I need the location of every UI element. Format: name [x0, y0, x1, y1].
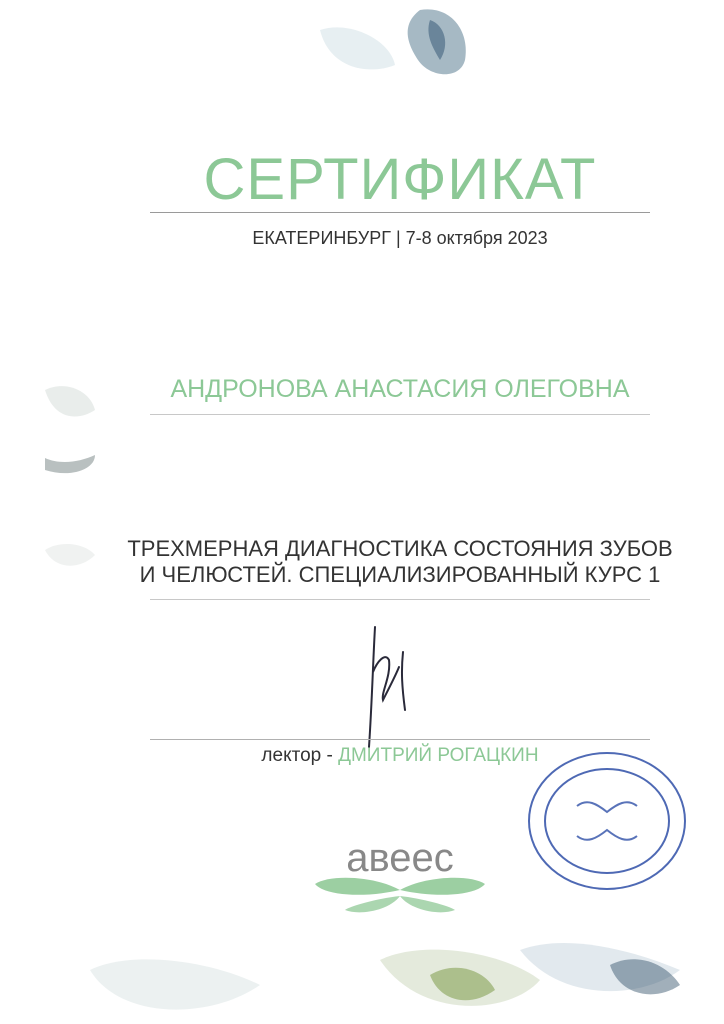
watercolor-left-decoration: [40, 380, 100, 425]
watercolor-top-decoration: [300, 0, 490, 80]
divider: [150, 599, 650, 600]
course-title-line: ТРЕХМЕРНАЯ ДИАГНОСТИКА СОСТОЯНИЯ ЗУБОВ: [127, 536, 673, 561]
watercolor-left-decoration: [40, 450, 100, 480]
signature: [355, 622, 435, 752]
company-logo-text: авеес: [346, 836, 454, 880]
company-stamp: [522, 746, 692, 896]
divider: [150, 414, 650, 415]
certificate-title: СЕРТИФИКАТ: [203, 147, 597, 212]
lecturer-name: ДМИТРИЙ РОГАЦКИН: [338, 745, 539, 766]
event-location-date: ЕКАТЕРИНБУРГ | 7-8 октября 2023: [252, 228, 548, 248]
watercolor-bottom-decoration: [0, 930, 724, 1024]
lecturer-label: лектор -: [261, 745, 339, 766]
divider: [150, 212, 650, 213]
recipient-name: АНДРОНОВА АНАСТАСИЯ ОЛЕГОВНА: [170, 375, 630, 403]
signature-line: [150, 739, 650, 740]
company-logo: [305, 836, 495, 916]
course-title: [60, 536, 724, 588]
course-title-line: И ЧЕЛЮСТЕЙ. СПЕЦИАЛИЗИРОВАННЫЙ КУРС 1: [139, 562, 661, 587]
dragonfly-wings-icon: [305, 872, 495, 916]
